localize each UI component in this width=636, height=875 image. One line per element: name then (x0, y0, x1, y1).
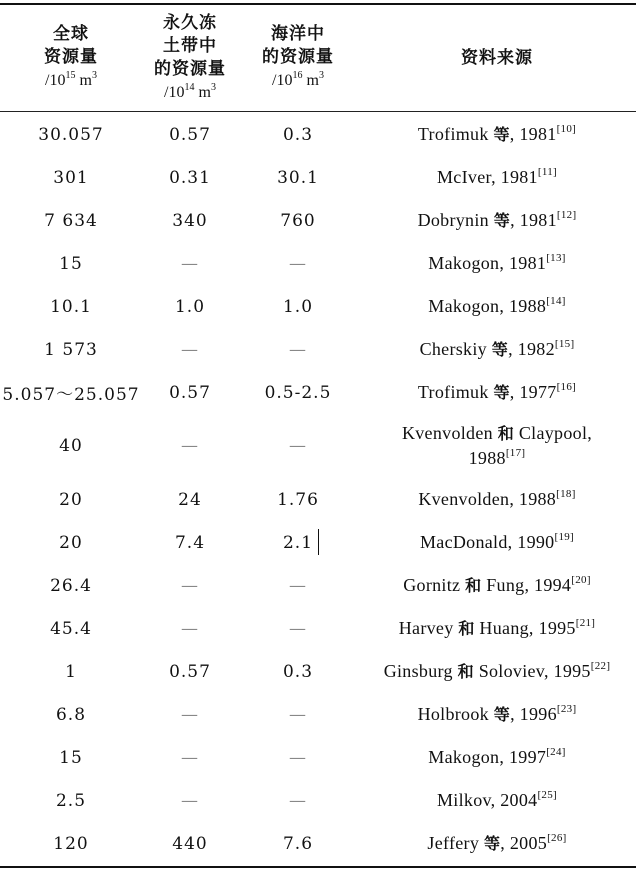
source-reference: [16] (556, 381, 577, 393)
table-row (0, 414, 636, 478)
cell-global-value: 20 (59, 532, 83, 553)
source-coauthor: Soloviev (473, 661, 544, 681)
cell-source (358, 779, 636, 822)
cell-source (358, 328, 636, 371)
cell-permafrost-value: 0.31 (169, 167, 211, 188)
cell-global (0, 650, 142, 693)
source-text (428, 294, 565, 319)
source-author: Makogon (428, 747, 500, 767)
cell-global-value: 15 (59, 747, 83, 768)
cell-global-value: 10.1 (50, 296, 92, 317)
source-text (418, 208, 577, 233)
source-author: Harvey (398, 618, 459, 638)
cell-ocean (238, 414, 358, 478)
cell-global-value: 5.057～25.057 (2, 385, 140, 405)
cell-ocean-value: 7.6 (282, 833, 314, 854)
source-reference: [15] (554, 338, 575, 350)
cell-ocean (238, 371, 358, 414)
cell-ocean-value: — (289, 704, 307, 725)
source-year: , 1981 (509, 124, 557, 144)
cell-ocean (238, 693, 358, 736)
cell-global-value: 1 573 (44, 339, 98, 360)
header-unit: $/10^{15}$ $m^3$ (45, 70, 97, 89)
cell-source (358, 113, 636, 156)
cell-ocean (238, 564, 358, 607)
source-text (428, 745, 565, 770)
cell-source (358, 736, 636, 779)
cell-permafrost (142, 564, 238, 607)
cell-global (0, 478, 142, 521)
source-year: , 2004 (490, 790, 538, 810)
cell-global (0, 564, 142, 607)
header-global-resource (0, 8, 142, 108)
cell-permafrost-value: 7.4 (174, 532, 206, 553)
table-body (0, 113, 636, 865)
cell-permafrost (142, 113, 238, 156)
cell-permafrost (142, 199, 238, 242)
cell-global (0, 607, 142, 650)
cell-ocean (238, 285, 358, 328)
source-reference: [21] (575, 617, 596, 629)
cell-ocean (238, 156, 358, 199)
source-author: Kvenvolden (418, 489, 510, 509)
cell-source (358, 822, 636, 865)
cell-ocean (238, 113, 358, 156)
table-header-rule (0, 111, 636, 112)
cell-ocean-value: 1.76 (277, 489, 319, 510)
cell-ocean (238, 650, 358, 693)
cell-global-value: 30.057 (38, 124, 104, 145)
source-reference: [14] (546, 295, 566, 307)
cell-global (0, 242, 142, 285)
source-author: Milkov (437, 790, 491, 810)
source-conjunction: 等 (493, 125, 510, 144)
source-reference: [17] (505, 447, 526, 459)
cell-ocean (238, 822, 358, 865)
cell-global (0, 371, 142, 414)
source-author: Dobrynin (417, 210, 494, 230)
source-author: Trofimuk (417, 382, 494, 402)
cell-global (0, 414, 142, 478)
cell-ocean-value: — (289, 575, 307, 596)
source-author: Jeffery (427, 833, 484, 853)
cell-global-value: 7 634 (44, 210, 98, 231)
source-text (418, 380, 576, 405)
cell-source (358, 371, 636, 414)
header-permafrost-resource (142, 8, 238, 108)
cell-ocean-value: — (289, 618, 307, 639)
table-row (0, 564, 636, 607)
header-line: 永久冻 (163, 12, 217, 33)
source-author: Gornitz (403, 575, 466, 595)
source-author: MacDonald (419, 532, 508, 552)
cell-permafrost (142, 328, 238, 371)
cell-source (358, 285, 636, 328)
source-conjunction: 等 (493, 211, 511, 230)
source-text (384, 659, 611, 684)
cell-permafrost-value: — (181, 618, 199, 639)
header-line: 土带中 (163, 35, 217, 56)
cell-source (358, 693, 636, 736)
table-row (0, 328, 636, 371)
cell-global (0, 285, 142, 328)
source-text (437, 788, 557, 813)
cell-global (0, 521, 142, 564)
header-line: 资料来源 (461, 47, 533, 68)
source-author: Makogon (428, 296, 500, 316)
source-year: , 1996 (510, 704, 557, 724)
cell-ocean-value: 1.0 (282, 296, 314, 317)
source-reference: [18] (556, 488, 576, 500)
cell-permafrost-value: — (181, 704, 199, 725)
source-year: , 2005 (500, 833, 548, 853)
source-text (420, 530, 574, 555)
source-conjunction: 和 (458, 619, 475, 638)
source-conjunction: 等 (491, 340, 509, 359)
table-row (0, 242, 636, 285)
cell-permafrost (142, 521, 238, 564)
cell-permafrost-value: — (181, 747, 199, 768)
cell-permafrost (142, 242, 238, 285)
source-conjunction: 等 (483, 834, 501, 853)
table-row (0, 822, 636, 865)
source-reference: [25] (537, 789, 557, 801)
cell-ocean-value: 0.5-2.5 (264, 382, 332, 403)
source-text (420, 337, 575, 362)
cell-ocean (238, 242, 358, 285)
cell-permafrost-value: — (181, 436, 199, 456)
cell-ocean (238, 521, 358, 564)
cell-ocean (238, 779, 358, 822)
source-year: , 1990 (507, 532, 555, 552)
cell-global-value: 6.8 (55, 704, 87, 725)
source-reference: [22] (590, 660, 611, 672)
cell-permafrost-value: 1.0 (174, 296, 206, 317)
header-line: 的资源量 (262, 47, 334, 67)
source-year: , 1997 (499, 747, 547, 767)
header-line: 资源量 (44, 47, 98, 67)
cell-source (358, 564, 636, 607)
cell-global (0, 199, 142, 242)
source-text (437, 165, 557, 190)
cell-global-value: 40 (59, 436, 83, 456)
table-bottom-rule (0, 866, 636, 868)
source-reference: [13] (546, 252, 566, 264)
cell-ocean (238, 199, 358, 242)
table-row (0, 650, 636, 693)
cell-global (0, 779, 142, 822)
source-text (418, 122, 576, 147)
source-year: , 1977 (509, 382, 557, 402)
table-row (0, 371, 636, 414)
source-year: , 1995 (543, 661, 591, 681)
cell-permafrost-value: — (181, 575, 199, 596)
cell-global-value: 26.4 (50, 575, 92, 596)
cell-permafrost (142, 414, 238, 478)
source-reference: [26] (547, 832, 567, 844)
cell-global-value: 120 (53, 833, 89, 854)
source-conjunction: 和 (457, 662, 474, 681)
cell-ocean-value: — (289, 339, 307, 360)
source-reference: [11] (537, 166, 557, 178)
source-author: McIver (437, 167, 492, 187)
cell-permafrost (142, 779, 238, 822)
cell-source (358, 650, 636, 693)
cell-global-value: 2.5 (55, 790, 87, 811)
header-ocean-resource (238, 8, 358, 108)
header-data-source (358, 8, 636, 108)
source-reference: [10] (556, 123, 577, 135)
cell-permafrost-value: — (181, 790, 199, 811)
table-row (0, 779, 636, 822)
cell-permafrost (142, 693, 238, 736)
source-year: , 1982 (508, 339, 555, 359)
cell-global (0, 736, 142, 779)
source-text (403, 573, 591, 598)
source-reference: [19] (554, 531, 575, 543)
table-row (0, 113, 636, 156)
cell-permafrost-value: 24 (178, 489, 202, 510)
cell-ocean-value: 30.1 (277, 167, 319, 188)
cell-permafrost (142, 478, 238, 521)
cell-source (358, 607, 636, 650)
source-text (402, 421, 592, 471)
cell-source (358, 414, 636, 478)
source-author: Makogon (428, 253, 500, 273)
header-line: 全球 (53, 24, 89, 44)
source-conjunction: 和 (465, 576, 482, 595)
cell-permafrost (142, 736, 238, 779)
cell-ocean-value: — (289, 253, 307, 274)
cell-ocean-value: — (289, 747, 307, 768)
cell-permafrost-value: — (181, 253, 199, 274)
cell-global (0, 328, 142, 371)
source-coauthor: Claypool, (514, 423, 593, 443)
source-conjunction: 等 (493, 705, 511, 724)
source-text (418, 487, 575, 512)
cell-ocean-value: 760 (280, 210, 316, 231)
source-year: 1988 (468, 448, 506, 468)
cell-ocean (238, 328, 358, 371)
cell-permafrost-value: — (181, 339, 199, 360)
cell-ocean-value: 0.3 (282, 661, 314, 682)
source-coauthor: Huang (474, 618, 529, 638)
cell-ocean (238, 736, 358, 779)
cell-global-value: 301 (53, 167, 89, 188)
cell-source (358, 478, 636, 521)
cell-permafrost-value: 340 (172, 210, 208, 231)
source-reference: [12] (556, 209, 577, 221)
header-line: 海洋中 (271, 24, 325, 44)
cell-global (0, 822, 142, 865)
cell-permafrost (142, 285, 238, 328)
source-year: , 1981 (499, 253, 547, 273)
cell-ocean-value: 0.3 (282, 124, 314, 145)
source-author: Holbrook (417, 704, 494, 724)
source-text (399, 616, 596, 641)
cell-global (0, 156, 142, 199)
cell-ocean (238, 607, 358, 650)
table-row (0, 199, 636, 242)
cell-permafrost-value: 440 (172, 833, 208, 854)
cell-permafrost (142, 650, 238, 693)
cell-ocean (238, 478, 358, 521)
source-reference: [23] (556, 703, 577, 715)
table-row (0, 478, 636, 521)
source-author: Ginsburg (383, 661, 458, 681)
cell-ocean-value: — (289, 790, 307, 811)
table-row (0, 521, 636, 564)
source-year: , 1994 (524, 575, 572, 595)
source-reference: [24] (546, 746, 566, 758)
cell-global (0, 113, 142, 156)
source-year: , 1981 (510, 210, 557, 230)
source-author: Cherskiy (419, 339, 492, 359)
cell-source (358, 156, 636, 199)
table-row (0, 285, 636, 328)
cell-source (358, 242, 636, 285)
table-row (0, 607, 636, 650)
header-unit: $/10^{14}$ $m^3$ (164, 81, 216, 101)
source-year: , 1981 (491, 167, 538, 187)
source-year: , 1988 (509, 489, 557, 509)
cell-permafrost (142, 156, 238, 199)
source-reference: [20] (571, 574, 591, 586)
table-row (0, 693, 636, 736)
header-line: 的资源量 (154, 58, 226, 79)
source-year: , 1988 (499, 296, 547, 316)
source-text (427, 831, 566, 856)
source-coauthor: Fung (481, 575, 525, 595)
table-row (0, 736, 636, 779)
cell-global-value: 45.4 (50, 618, 92, 639)
cell-permafrost-value: 0.57 (169, 124, 211, 145)
source-year: , 1995 (528, 618, 576, 638)
source-conjunction: 和 (497, 424, 515, 443)
cell-source (358, 199, 636, 242)
cell-ocean-value: — (289, 436, 307, 456)
text-cursor (318, 529, 319, 555)
cell-permafrost (142, 607, 238, 650)
header-unit: $/10^{16}$ $m^3$ (272, 70, 324, 89)
cell-source (358, 521, 636, 564)
source-text (418, 702, 577, 727)
cell-permafrost-value: 0.57 (169, 382, 211, 403)
cell-permafrost-value: 0.57 (169, 661, 211, 682)
cell-ocean-value: 2.1 (282, 532, 314, 553)
cell-permafrost (142, 371, 238, 414)
cell-global-value: 20 (59, 489, 83, 510)
table-row (0, 156, 636, 199)
cell-global-value: 15 (59, 253, 83, 274)
cell-global (0, 693, 142, 736)
cell-global-value: 1 (65, 661, 77, 682)
cell-permafrost (142, 822, 238, 865)
source-text (428, 251, 565, 276)
source-author: Kvenvolden (401, 423, 498, 443)
table-top-rule (0, 3, 636, 5)
source-author: Trofimuk (417, 124, 494, 144)
source-conjunction: 等 (493, 383, 510, 402)
